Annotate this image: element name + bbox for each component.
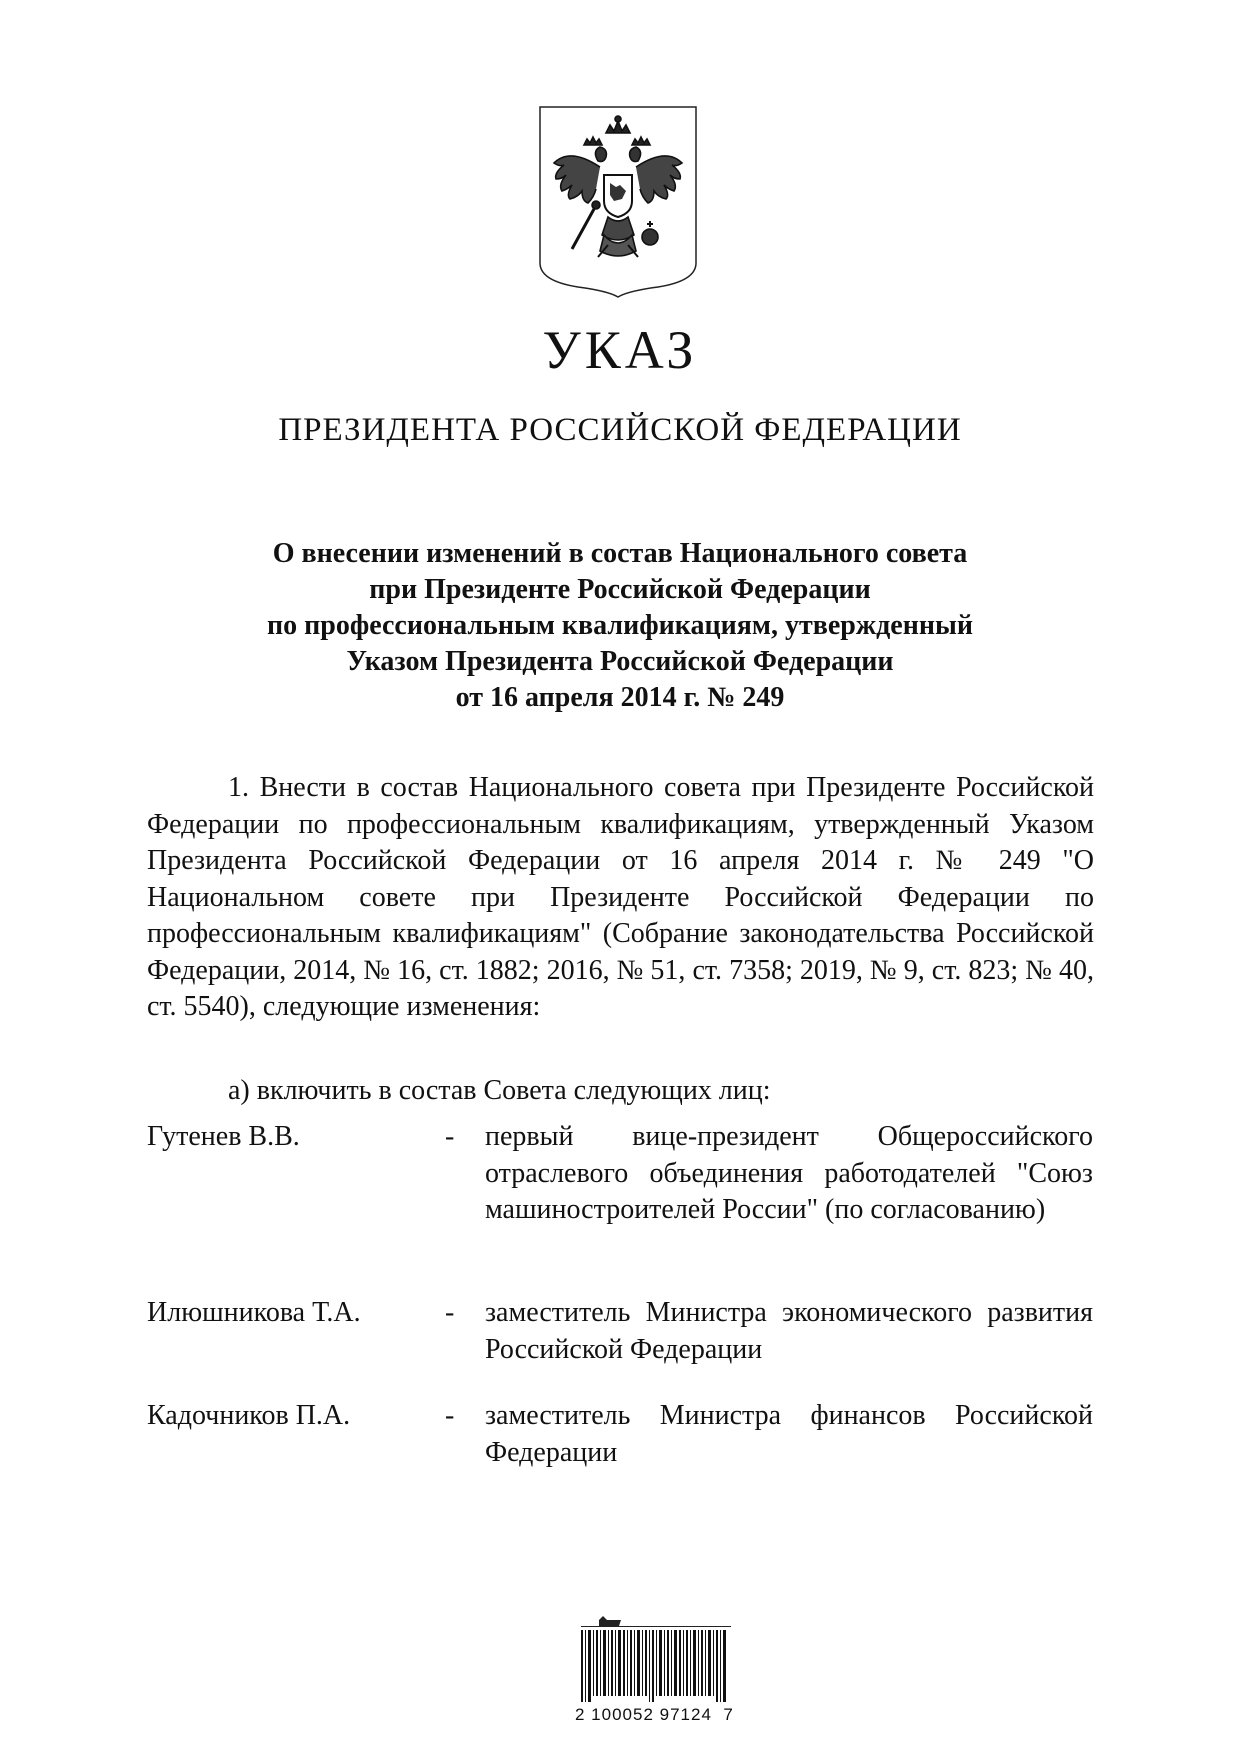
title-line: при Президенте Российской Федерации	[369, 574, 871, 605]
title-line: О внесении изменений в состав Национального совета	[272, 538, 968, 569]
member-position: первый вице-президент Общероссийского отраслевого объединения работодателей "Союз машиностроителей России" (по согласованию)	[485, 1121, 1093, 1225]
member-name: Кадочников П.А.	[147, 1400, 351, 1431]
document-type: УКАЗ	[542, 320, 698, 380]
title-line: по профессиональным квалификациям, утвержденный	[266, 610, 973, 641]
member-position: заместитель Министра экономического развития Российской Федерации	[485, 1297, 1093, 1365]
barcode-number: 2 100052 97124 7	[575, 1705, 734, 1724]
document-title	[190, 536, 1050, 716]
member-dash: -	[445, 1400, 455, 1431]
member-name: Гутенев В.В.	[147, 1121, 300, 1152]
paragraph-1: 1. Внести в состав Национального совета при Президенте Российской Федерации по профессиональным квалификациям, утвержденный Указом Президента Российской Федерации от 16 апреля 2014 г. № 249 "О Национальном совете при Президенте Российской Федерации по профессиональным квалификациям" (Собрание законодательства Российской Федерации, 2014, № 16, ст. 1882; 2016, № 51, ст. 7358; 2019, № 9, ст. 823; № 40, ст. 5540), следующие изменения:	[147, 772, 1094, 1022]
document-issuer: ПРЕЗИДЕНТА РОССИЙСКОЙ ФЕДЕРАЦИИ	[278, 412, 962, 448]
title-line: от 16 апреля 2014 г. № 249	[455, 682, 785, 713]
member-dash: -	[445, 1121, 455, 1152]
member-dash: -	[445, 1297, 455, 1328]
member-name: Илюшникова Т.А.	[147, 1297, 361, 1328]
member-position: заместитель Министра финансов Российской Федерации	[485, 1400, 1093, 1468]
paragraph-a: а) включить в состав Совета следующих лиц:	[228, 1075, 771, 1106]
title-line: Указом Президента Российской Федерации	[346, 646, 894, 677]
russian-coat-of-arms-icon	[538, 105, 698, 298]
